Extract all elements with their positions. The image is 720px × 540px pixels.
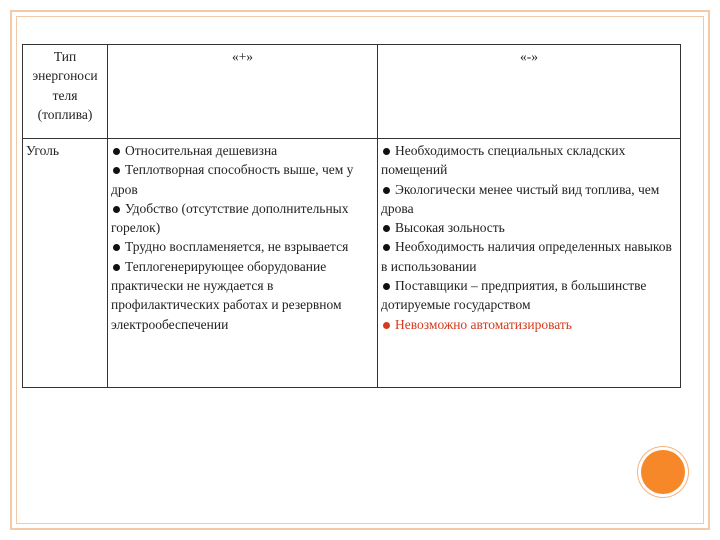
cons-item: Экологически менее чистый вид топлива, чем дрова xyxy=(381,180,677,219)
pros-cell xyxy=(108,139,378,388)
cons-item: Высокая зольность xyxy=(381,218,677,237)
pros-item: Теплотворная способность выше, чем у дров xyxy=(111,160,374,199)
header-pros: «+» xyxy=(108,45,378,139)
table-row xyxy=(23,139,681,388)
cons-item-highlighted: Невозможно автоматизировать xyxy=(381,315,677,334)
pros-item: Теплогенерирующее оборудование практически не нуждается в профилактических работах и резервном электрообеспечении xyxy=(111,257,374,334)
header-fuel-type: Тип энергоноси теля (топлива) xyxy=(23,45,108,139)
header-cons: «-» xyxy=(378,45,681,139)
cons-item: Необходимость наличия определенных навыков в использовании xyxy=(381,237,677,276)
comparison-table xyxy=(22,44,681,388)
cons-item: Необходимость специальных складских помещений xyxy=(381,141,677,180)
pros-item: Относительная дешевизна xyxy=(111,141,374,160)
cons-list xyxy=(381,141,677,334)
table-header-row xyxy=(23,45,681,139)
fuel-type-cell: Уголь xyxy=(23,139,108,388)
pros-item: Удобство (отсутствие дополнительных горелок) xyxy=(111,199,374,238)
cons-cell xyxy=(378,139,681,388)
decorative-orange-circle xyxy=(641,450,685,494)
pros-list xyxy=(111,141,374,334)
pros-item: Трудно воспламеняется, не взрывается xyxy=(111,237,374,256)
cons-item: Поставщики – предприятия, в большинстве дотируемые государством xyxy=(381,276,677,315)
